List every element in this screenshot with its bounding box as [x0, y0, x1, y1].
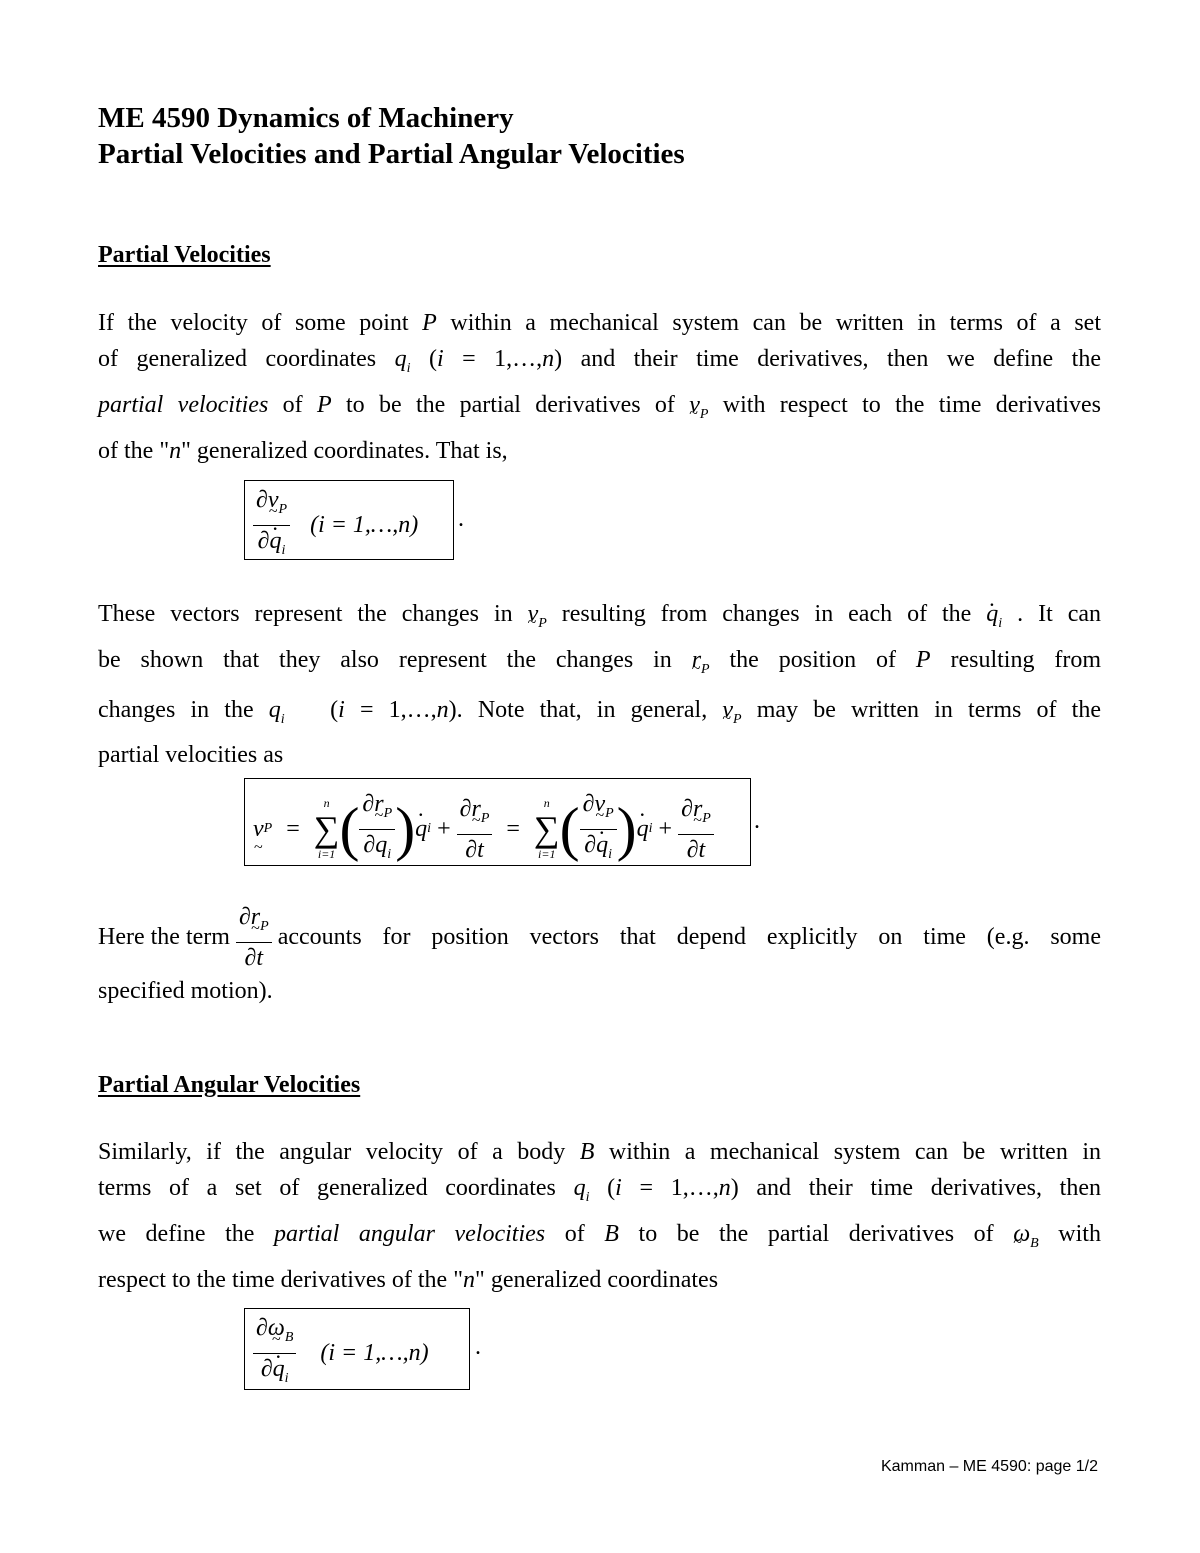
equation-partial-velocity [253, 485, 418, 566]
title-line-1: ME 4590 Dynamics of Machinery [98, 102, 514, 134]
fraction-dvP-dqdot: $\frac{\partial v \sim_P}{\partial\cdot q_i}$ [253, 485, 290, 566]
summation-2: n ∑ i=1 [533, 796, 560, 862]
paragraph-line: of the "n" generalized coordinates. That is, [98, 437, 508, 464]
paragraph-line: of generalized coordinates $q_i$ (i = 1,…,n) and their time derivatives, then we define the [98, 346, 1101, 376]
equation-box-partial-velocity [244, 480, 454, 560]
paragraph-partial-angular-velocities-definition [98, 1134, 1101, 1298]
equation-period: . [475, 1334, 481, 1360]
paragraph-explicit-time-line1 [98, 902, 1101, 973]
paragraph-line: These vectors represent the changes in v $\sim_P$ resulting from changes in each of the · $q_i$ . It can [98, 596, 1101, 642]
title-line-2: Partial Velocities and Partial Angular Velocities [98, 138, 685, 170]
section-heading-partial-velocities: Partial Velocities [98, 242, 271, 268]
paragraph-line: respect to the time derivatives of the "n" generalized coordinates [98, 1266, 719, 1293]
paragraph-line: be shown that they also represent the changes in r $\sim_P$ the position of P resulting from [98, 642, 1101, 688]
text-specified-motion: specified motion). [98, 978, 273, 1004]
document-title [98, 100, 685, 172]
paragraph-partial-velocities-definition [98, 305, 1101, 469]
paragraph-line: changes in the $q_i$ (i = 1,…,n). Note that, in general, v $\sim_P$ may be written in terms of the [98, 692, 1101, 738]
equation-velocity-expansion: v ~ P = n ∑ i=1 ( $\frac{\partial r \sim_P}{\partial q_i}$ ) · q i + $\frac{\partial r \sim_P}{\partial t}$ = n ∑ i=1 ( $\frac{\partial v \sim_P}{\partial\cdot q_i}$ ) · q i + $\frac{\partial r \sim_P}{\partial t}$ [253, 789, 714, 870]
paragraph-position-changes [98, 596, 1101, 773]
equation-period: . [754, 808, 760, 834]
paragraph-line: terms of a set of generalized coordinates $q_i$ (i = 1,…,n) and their time derivatives, then [98, 1175, 1101, 1205]
equation-index-range: (i = 1,…,n) [320, 1339, 429, 1366]
equation-partial-angular-velocity [253, 1313, 429, 1394]
equation-index-range: (i = 1,…,n) [310, 511, 419, 538]
paragraph-line: partial velocities as [98, 742, 284, 769]
paragraph-line: partial velocities of P to be the partial derivatives of v $\sim_P$ with respect to the time derivatives [98, 387, 1101, 433]
section-heading-partial-angular-velocities: Partial Angular Velocities [98, 1072, 361, 1098]
page-footer: Kamman – ME 4590: page 1/2 [880, 1458, 1098, 1475]
paragraph-line: we define the partial angular velocities of B to be the partial derivatives of ω $\sim_B$ with [98, 1216, 1101, 1262]
fraction-domegaB-dqdot: $\frac{\partial\omega \sim_B}{\partial\cdot q_i}$ [253, 1313, 296, 1394]
equation-box-velocity-expansion [244, 778, 751, 866]
equation-box-partial-angular-velocity [244, 1308, 470, 1390]
equation-period: . [458, 506, 464, 532]
text-here-the-term: Here the term [98, 923, 230, 950]
paragraph-line: If the velocity of some point P within a mechanical system can be written in terms of a set [98, 310, 1101, 336]
text-accounts-for: accounts for position vectors that depend explicitly on time (e.g. some [277, 923, 1101, 950]
fraction-drP-dt: $\frac{\partial r \sim_P}{\partial t}$ [236, 902, 272, 973]
paragraph-line: Similarly, if the angular velocity of a body B within a mechanical system can be written in [98, 1139, 1101, 1165]
summation-1: n ∑ i=1 [313, 796, 340, 862]
